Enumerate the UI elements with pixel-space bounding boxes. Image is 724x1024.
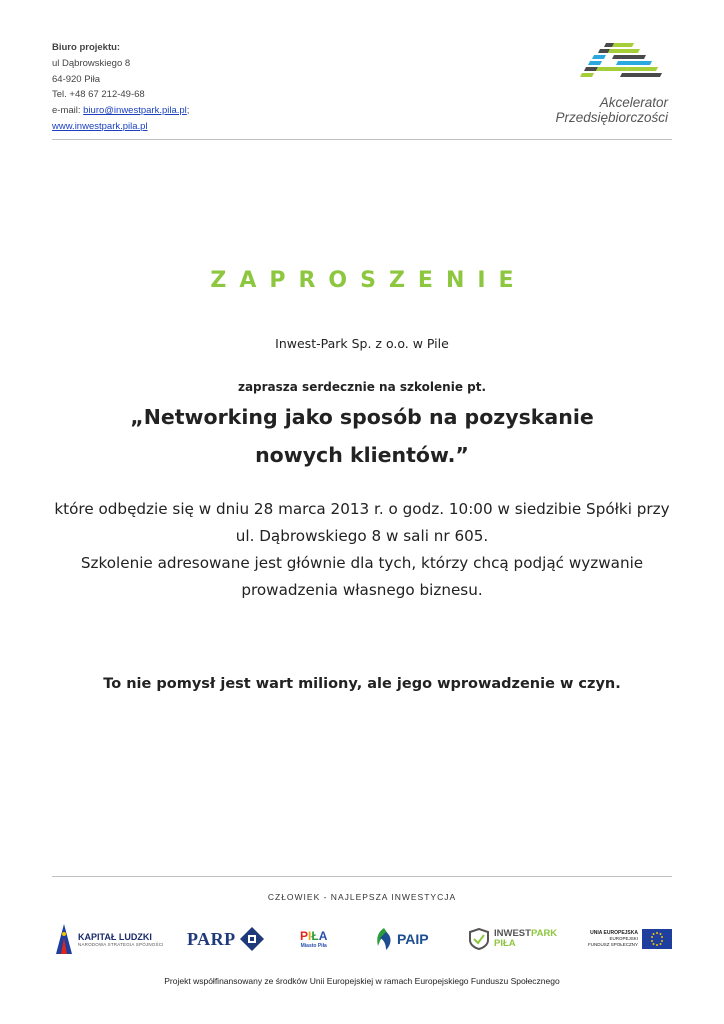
details-line-4: prowadzenia własnego biznesu. bbox=[241, 581, 483, 599]
header-divider bbox=[52, 139, 672, 140]
eu-line-2: EUROPEJSKI bbox=[609, 936, 638, 942]
parp-icon bbox=[239, 926, 265, 952]
parp-text: PARP bbox=[187, 928, 236, 949]
akcelerator-logo-text bbox=[548, 95, 668, 125]
eu-flag-icon bbox=[642, 929, 672, 949]
sponsor-logos bbox=[56, 920, 672, 958]
city-line: 64-920 Piła bbox=[52, 73, 101, 85]
paip-icon bbox=[374, 926, 394, 952]
motto: To nie pomysł jest wart miliony, ale jego wprowadzenie w czyn. bbox=[103, 676, 621, 692]
eu-line-3: FUNDUSZ SPOŁECZNY bbox=[587, 941, 638, 947]
eu-text bbox=[588, 931, 638, 948]
website-link[interactable]: www.inwestpark.pila.pl bbox=[52, 120, 148, 132]
inwestpark-word-2: PARK bbox=[530, 928, 558, 939]
paip-logo bbox=[374, 920, 429, 958]
contact-block bbox=[52, 40, 189, 135]
event-details bbox=[50, 496, 674, 604]
akcelerator-logo bbox=[548, 40, 668, 130]
invites-line: zaprasza serdecznie na szkolenie pt. bbox=[237, 380, 487, 394]
details-line-3: Szkolenie adresowane jest głównie dla tych, którzy chcą podjąć wyzwanie bbox=[80, 554, 644, 572]
logo-line-1: Akcelerator bbox=[599, 95, 668, 110]
parp-logo bbox=[187, 920, 265, 958]
kapital-ludzki-subtext: NARODOWA STRATEGIA SPÓJNOŚCI bbox=[78, 941, 164, 947]
phone-line: Tel. +48 67 212-49-68 bbox=[52, 89, 145, 101]
footer-slogan: CZŁOWIEK - NAJLEPSZA INWESTYCJA bbox=[267, 892, 457, 902]
paip-text: PAIP bbox=[397, 931, 429, 947]
pila-logo bbox=[300, 920, 327, 958]
pila-subtext: Miasto Piła bbox=[300, 943, 327, 949]
email-link[interactable]: biuro@inwestpark.pila.pl bbox=[83, 105, 187, 117]
topic-line-1: „Networking jako sposób na pozyskanie bbox=[130, 405, 594, 429]
inwestpark-logo bbox=[468, 920, 557, 958]
email-line bbox=[52, 103, 189, 119]
details-line-2: ul. Dąbrowskiego 8 w sali nr 605. bbox=[235, 527, 489, 545]
footer-divider bbox=[52, 876, 672, 877]
inwestpark-word-3: PIŁA bbox=[494, 938, 516, 949]
invitation-title: ZAPROSZENIE bbox=[210, 268, 527, 293]
akcelerator-logo-mark bbox=[548, 40, 668, 92]
cofinancing-note: Projekt współfinansowany ze środków Unii Europejskiej w ramach Europejskiego Funduszu Społecznego bbox=[164, 976, 560, 986]
topic-line-2: nowych klientów.” bbox=[255, 443, 469, 467]
eu-logo bbox=[588, 920, 672, 958]
email-suffix: ; bbox=[186, 105, 190, 117]
training-topic bbox=[0, 398, 724, 474]
inwestpark-text bbox=[494, 929, 557, 949]
email-label: e-mail: bbox=[52, 105, 84, 117]
pila-text: PIŁA bbox=[300, 929, 328, 943]
inwestpark-word-1: INWEST bbox=[494, 928, 531, 939]
kapital-ludzki-logo bbox=[56, 920, 164, 958]
kapital-ludzki-text: KAPITAŁ LUDZKI bbox=[78, 931, 152, 942]
logo-line-2: Przedsiębiorczości bbox=[555, 110, 668, 125]
eu-line-1: UNIA EUROPEJSKA bbox=[590, 929, 638, 936]
kapital-ludzki-icon bbox=[56, 924, 72, 954]
inwestpark-icon bbox=[468, 928, 490, 950]
details-line-1: które odbędzie się w dniu 28 marca 2013 r. o godz. 10:00 w siedzibie Spółki przy bbox=[54, 500, 670, 518]
address-line: ul Dąbrowskiego 8 bbox=[52, 57, 131, 69]
organizer-line: Inwest-Park Sp. z o.o. w Pile bbox=[275, 336, 449, 351]
contact-title: Biuro projektu: bbox=[52, 42, 121, 53]
